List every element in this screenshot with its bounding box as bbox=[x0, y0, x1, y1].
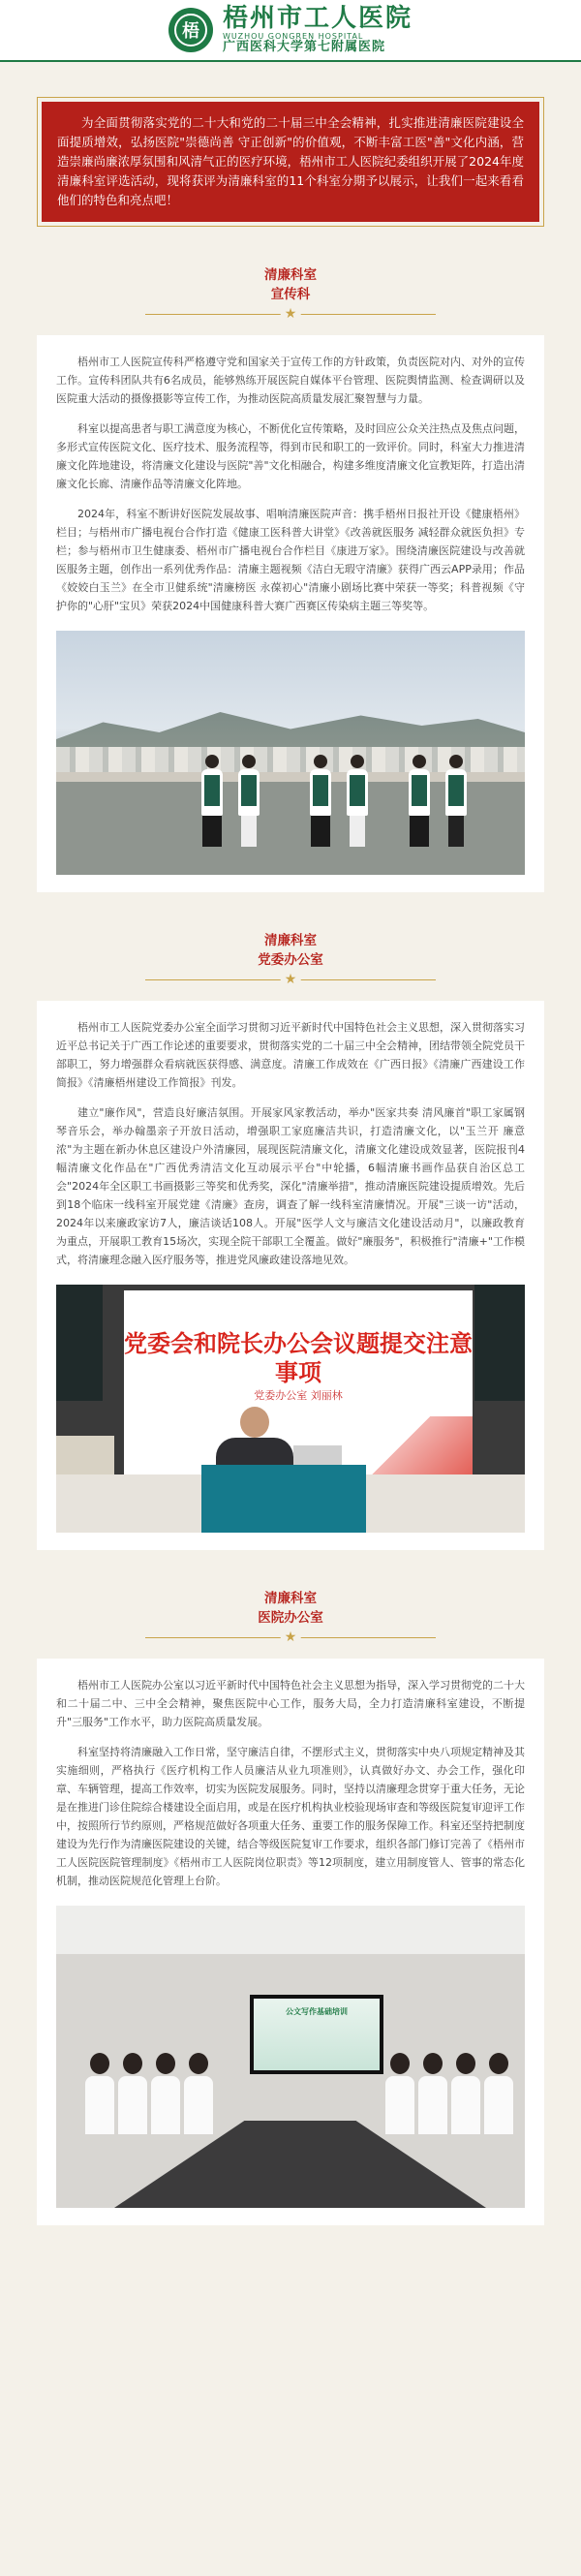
meeting-photo bbox=[56, 1285, 525, 1533]
hospital-name: 梧州市工人医院 bbox=[222, 4, 413, 34]
hospital-subtitle: 广西医科大学第七附属医院 bbox=[222, 40, 385, 55]
section-title bbox=[0, 1589, 581, 1628]
section-title bbox=[0, 931, 581, 970]
tv-text: 公文写作基础培训 bbox=[286, 2007, 348, 2016]
section-title-top: 清廉科室 bbox=[264, 1591, 317, 1606]
section-title-name: 党委办公室 bbox=[258, 952, 323, 968]
paragraph: 梧州市工人医院办公室以习近平新时代中国特色社会主义思想为指导，深入学习贯彻党的二十大和二十届二中、三中全会精神，聚焦医院中心工作，服务大局，全力打造清廉科室建设，不断提升"三服务"工作水平，助力医院高质量发展。 bbox=[56, 1679, 525, 1728]
section-hospital-office bbox=[0, 1589, 581, 2225]
section-title-name: 医院办公室 bbox=[258, 1610, 323, 1626]
section-title-top: 清廉科室 bbox=[264, 267, 317, 283]
star-icon: ★ bbox=[281, 972, 301, 987]
hospital-english-name: WUZHOU GONGREN HOSPITAL bbox=[222, 31, 364, 41]
section-title bbox=[0, 265, 581, 304]
paragraph: 科室坚持将清廉融入工作日常，坚守廉洁自律，不摆形式主义，贯彻落实中央八项规定精神及其实施细则，严格执行《医疗机构工作人员廉洁从业九项准则》，认真做好办文、办会工作，强化印章、车辆管理，提高工作效率，切实为医院发展服务。同时，坚持以清廉理念贯穿于重大任务，无论是在推进门诊住院综合楼建设全面启用，或是在医疗机构执业校验现场审查和等级医院复审迎评工作中，按照所行节约原则，严格规范做好各项重大任务、重要工作的服务保障工作。科室还坚持把制度建设为先行作为清廉医院建设的关键，结合等级医院复审工作要求，组织各部门修订完善了《梧州市工人医院医院管理制度》《梧州市工人医院岗位职责》等12项制度，建立用制度管人、管事的常态化机制，推动医院规范化管理上台阶。 bbox=[56, 1746, 525, 1887]
logo-char: 梧 bbox=[174, 14, 207, 47]
intro-text: 为全面贯彻落实党的二十大和党的二十届三中全会精神，扎实推进清廉医院建设全面提质增效，弘扬医院"崇德尚善 守正创新"的价值观，不断丰富工医"善"文化内涵，营造崇廉尚廉浓厚氛围和风清气正的医疗环境，梧州市工人医院纪委组织开展了2024年度清廉科室评选活动，现将获评为清廉科室的11个科室分期予以展示，让我们一起来看看他们的特色和亮点吧！ bbox=[42, 102, 539, 222]
star-icon: ★ bbox=[281, 306, 301, 322]
rooftop-team-photo bbox=[56, 631, 525, 875]
header-text bbox=[223, 6, 413, 53]
paragraph: 梧州市工人医院宣传科严格遵守党和国家关于宣传工作的方针政策，负责医院对内、对外的宣传工作。宣传科团队共有6名成员，能够熟练开展医院自媒体平台管理、医院舆情监测、检查调研以及医院重大活动的摄像摄影等宣传工作，为推动医院高质量发展汇聚智慧与力量。 bbox=[56, 356, 525, 405]
paragraph: 2024年，科室不断讲好医院发展故事、唱响清廉医院声音：携手梧州日报社开设《健康梧州》栏目；与梧州市广播电视台合作打造《健康工医科普大讲堂》《改善就医服务 减轻群众就医负担》专栏；参与梧州市卫生健康委、梧州市广播电视台合作栏目《康进万家》。围绕清廉医院建设与改善就医服务主题，创作出一系列优秀作品：清廉主题视频《洁白无瑕守清廉》获得广西云APP录用；作品《姣姣白玉兰》在全市卫健系统"清廉榜医 永葆初心"清廉小剧场比赛中荣获一等奖；科普视频《守护你的"心肝"宝贝》荣获2024中国健康科普大赛广西赛区传染病主题三等奖等。 bbox=[56, 508, 525, 612]
paragraph: 建立"廉作风"，营造良好廉洁氛围。开展家风家教活动，举办"医家共奏 清风廉首"职工家属钢琴音乐会，举办翰墨亲子开放日活动，增强职工家庭廉洁共识，打造清廉文化，以"玉兰开 廉意浓"为主题在新办休息区建设户外清廉园，展现医院清廉文化，清廉文化建设成效显著，医院报刊4幅清廉文化作品在"广西优秀清洁文化互动展示平台"中轮播，6幅清廉书画作品获自治区总工会"2024年全区职工书画摄影三等奖和优秀奖，深化"清廉举措"，推动清廉医院建设提质增效。先后到18个临床一线科室开展党建《清廉》查房，调查了解一线科室清廉情况。开展"三谈一访"活动，2024年以来廉政家访7人，廉洁谈话108人。开展"医学人文与廉洁文化建设活动月"，以廉政教育为重点，开展职工教育15场次，实现全院干部职工全覆盖。做好"廉服务"，积极推行"清廉+"工作模式，将清廉理念融入医疗服务等，推进党风廉政建设落地见效。 bbox=[56, 1106, 525, 1266]
hospital-logo-icon bbox=[168, 8, 213, 52]
section-divider bbox=[145, 308, 436, 322]
section-publicity bbox=[0, 265, 581, 892]
section-card bbox=[37, 335, 544, 892]
section-divider bbox=[145, 974, 436, 987]
section-divider bbox=[145, 1631, 436, 1645]
intro-frame bbox=[37, 97, 544, 227]
slide-title: 党委会和院长办公会议题提交注意事项 bbox=[124, 1330, 473, 1386]
office-meeting-photo bbox=[56, 1906, 525, 2208]
section-title-name: 宣传科 bbox=[270, 287, 311, 302]
section-title-top: 清廉科室 bbox=[264, 933, 317, 948]
paragraph: 梧州市工人医院党委办公室全面学习贯彻习近平新时代中国特色社会主义思想，深入贯彻落实习近平总书记关于广西工作论述的重要要求，贯彻落实党的二十届三中全会精神，团结带领全院党员干部职工，努力增强群众看病就医获得感、满意度。清廉工作成效在《广西日报》《清廉广西建设工作简报》《清廉梧州建设工作简报》刊发。 bbox=[56, 1021, 525, 1089]
paragraph: 科室以提高患者与职工满意度为核心，不断优化宣传策略，及时回应公众关注热点及焦点问题，多形式宣传医院文化、医疗技术、服务流程等，得到市民和职工的一致评价。同时，科室大力推进清廉文化阵地建设，将清廉文化建设与医院"善"文化相融合，构建多维度清廉文化宣教矩阵，打造出清廉文化长廊、清廉作品等清廉文化阵地。 bbox=[56, 422, 525, 490]
section-party-office bbox=[0, 931, 581, 1550]
header bbox=[0, 0, 581, 62]
star-icon: ★ bbox=[281, 1629, 301, 1645]
tv-screen bbox=[250, 1995, 383, 2074]
section-card bbox=[37, 1001, 544, 1550]
section-card bbox=[37, 1659, 544, 2225]
slide-subtitle: 党委办公室 刘丽林 bbox=[254, 1389, 343, 1402]
